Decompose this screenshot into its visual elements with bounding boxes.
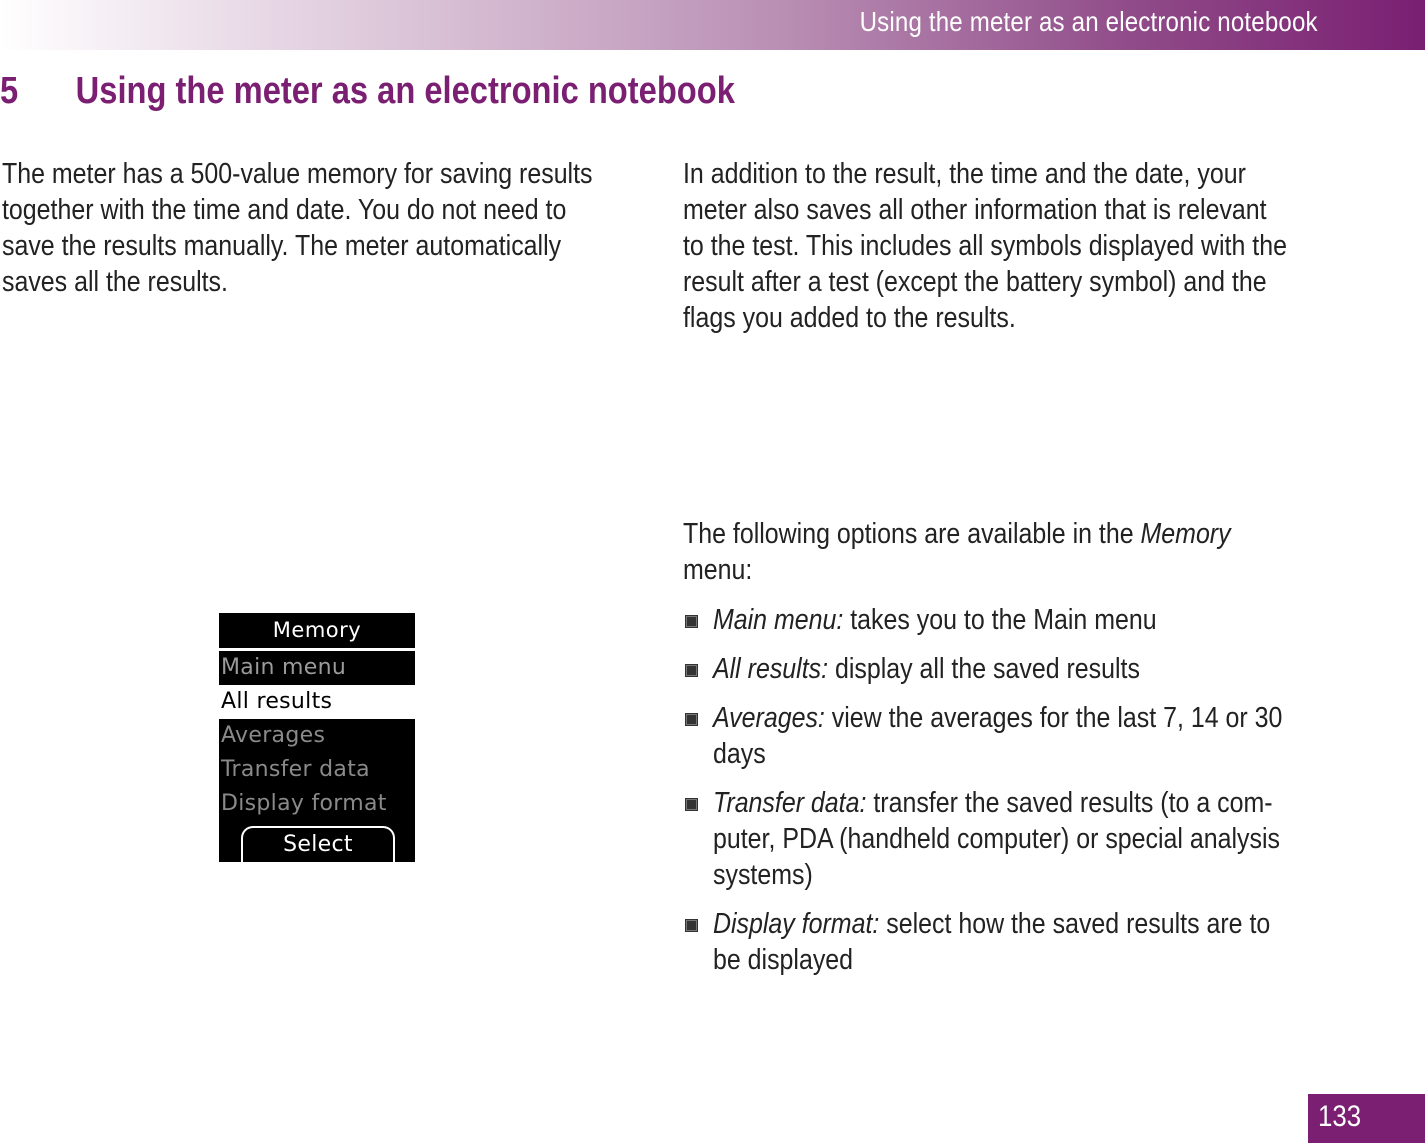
chapter-heading <box>0 70 735 113</box>
option-term: Averages: <box>713 702 825 734</box>
memory-menu-name: Memory <box>1140 518 1231 550</box>
option-description: takes you to the Main menu <box>843 604 1157 636</box>
memory-options-list <box>683 602 1423 991</box>
option-term: Display format: <box>713 908 880 940</box>
meter-item-transfer-data: Transfer data <box>221 757 370 782</box>
options-lead-paragraph <box>683 516 1324 588</box>
square-bullet-icon <box>685 798 698 811</box>
option-term: Transfer data: <box>713 787 867 819</box>
list-item <box>683 651 1423 687</box>
square-bullet-icon <box>685 919 698 932</box>
square-bullet-icon <box>685 664 698 677</box>
square-bullet-icon <box>685 713 698 726</box>
meter-item-all-results: All results <box>219 685 415 719</box>
chapter-number: 5 <box>0 70 19 112</box>
option-description: transfer the saved results (to a com- puter, PDA (handheld computer) or special analysis systems) <box>713 787 1280 891</box>
page-number: 133 <box>1318 1100 1362 1133</box>
option-description: display all the saved results <box>828 653 1140 685</box>
chapter-title: Using the meter as an electronic notebook <box>75 70 735 112</box>
meter-item-main-menu: Main menu <box>221 655 347 680</box>
options-lead-before: The following options are available in the <box>683 518 1141 550</box>
option-description: select how the saved results are to be displayed <box>713 908 1271 976</box>
option-term: Main menu: <box>713 604 844 636</box>
option-term: All results: <box>713 653 829 685</box>
list-item <box>683 906 1423 978</box>
intro-paragraph: The meter has a 500-value memory for saving results together with the time and date. You do not need to save the results manually. The meter automatically saves all the results. <box>2 158 593 298</box>
meter-screen-title: Memory <box>272 618 362 642</box>
detail-paragraph: In addition to the result, the time and the date, your meter also saves all other information that is relevant to the test. This includes all symbols displayed with the result after a test (except the battery symbol) and the flags you added to the results. <box>683 158 1287 334</box>
meter-item-averages: Averages <box>221 723 326 748</box>
list-item <box>683 785 1423 893</box>
meter-item-display-format: Display format <box>221 791 387 816</box>
meter-memory-screen <box>219 613 415 862</box>
page-number-box <box>1308 1094 1425 1143</box>
list-item <box>683 602 1423 638</box>
list-item <box>683 700 1423 772</box>
running-head: Using the meter as an electronic notebook <box>859 6 1318 37</box>
options-lead-after: menu: <box>683 554 753 586</box>
square-bullet-icon <box>685 615 698 628</box>
option-description: view the averages for the last 7, 14 or 30 days <box>713 702 1283 770</box>
meter-select-softkey: Select <box>241 826 395 862</box>
